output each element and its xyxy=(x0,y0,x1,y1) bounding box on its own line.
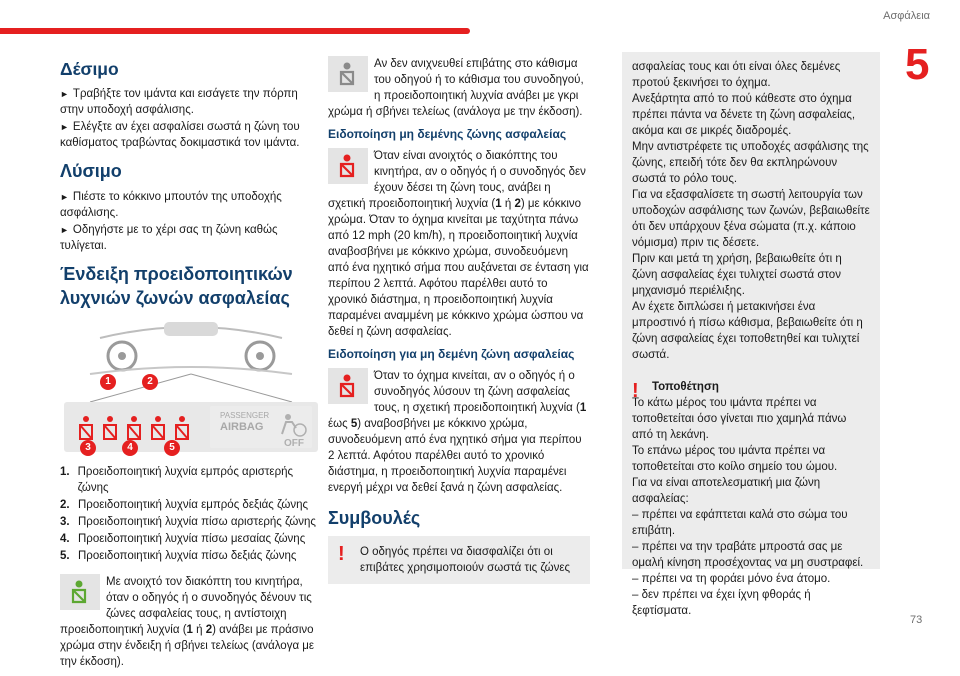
chapter-number: 5 xyxy=(905,40,930,89)
arrow-right-icon: ► xyxy=(60,225,69,235)
placement-title: Τοποθέτηση xyxy=(652,381,719,393)
advice-warning-text: Ο οδηγός πρέπει να διασφαλίζει ότι οι επιβάτες χρησιμοποιούν σωστά τις ζώνες xyxy=(360,546,571,574)
seatbelt-indicator-figure xyxy=(60,316,322,456)
advice-paragraph: Πριν και μετά τη χρήση, βεβαιωθείτε ότι η ζώνη ασφαλείας έχει τυλιχτεί σωστά στον μηχανισμό περιέλιξης. xyxy=(632,253,842,297)
exclamation-warning-icon: ! xyxy=(632,380,639,402)
passenger-label: PASSENGER xyxy=(220,411,270,420)
seatbelt-grey-icon xyxy=(328,56,368,92)
legend-item: 4. Προειδοποιητική λυχνία πίσω μεσαίας ζώνης xyxy=(60,533,306,545)
placement-dash-item: – δεν πρέπει να έχει ίχνη φθοράς ή ξεφτίσματα. xyxy=(632,589,811,617)
column-middle xyxy=(328,58,590,584)
unfasten-title: Λύσιμο xyxy=(60,161,122,181)
seatbelt-red-icon xyxy=(328,368,368,404)
advice-warning-box xyxy=(328,536,590,584)
callout-2: 2 xyxy=(142,374,158,390)
advice-paragraph: Αν έχετε διπλώσει ή μετακινήσει ένα μπροστινό ή πίσω κάθισμα, βεβαιωθείτε ότι η ζώνη ασφαλείας έχει τοποθετηθεί και τυλιχτεί σωστά. xyxy=(632,301,863,361)
unfasten-bullet: ► Οδηγήστε με το χέρι σας τη ζώνη καθώς τυλίγεται. xyxy=(60,224,278,252)
legend-item: 5. Προειδοποιητική λυχνία πίσω δεξιάς ζώνης xyxy=(60,550,297,562)
unfastened-text: Όταν είναι ανοιχτός ο διακόπτης του κινητήρα, αν ο οδηγός ή ο συνοδηγός δεν έχουν δέσει τη ζώνη τους, ανάβει η σχετική προειδοποιητική λυχνία (1 ή 2) με κόκκινο χρώμα. Όταν το όχημα κινείται με ταχύτητα πάνω από 12 mph (20 km/h), η προειδοποιητική λυχνία αναβοσβήνει με κόκκινο χρώμα, συνοδευόμενη από ένα ηχητικό σήμα που αυξάνεται σε ένταση για περίπου 2 λεπτά. Αφότου παρέλθει αυτό το χρονικό διάστημα, η προειδοποιητική λυχνία παραμένει αναμμένη με κόκκινο χρώμα ώσπου να δεθεί η ζώνη ασφαλείας. xyxy=(328,150,589,338)
unfastened-title: Ειδοποίηση μη δεμένης ζώνης ασφαλείας xyxy=(328,127,567,141)
numbered-legend xyxy=(60,464,322,564)
passenger-detection-text: Αν δεν ανιχνευθεί επιβάτης στο κάθισμα του οδηγού ή το κάθισμα του συνοδηγού, η προειδοποιητική λυχνία ανάβει με γκρι χρώμα ή σβήνει τελείως (ανάλογα με την έκδοση). xyxy=(328,58,584,118)
dashboard-illustration xyxy=(60,316,322,456)
running-header: Ασφάλεια xyxy=(883,10,930,22)
ignition-note-text: Με ανοιχτό τον διακόπτη του κινητήρα, όταν ο οδηγός ή ο συνοδηγός δένουν τις ζώνες ασφαλείας τους, η αντίστοιχη προειδοποιητική λυχνία (1 ή 2) ανάβει με πράσινο χρώμα στην ένδειξη ή σβήνει τελείως (ανάλογα με την έκδοση). xyxy=(60,576,315,668)
passenger-detection-note xyxy=(328,56,590,120)
placement-paragraph: Για να είναι αποτελεσματική μια ζώνη ασφαλείας: xyxy=(632,477,821,505)
placement-paragraph: Το επάνω μέρος του ιμάντα πρέπει να τοποθετείται στο κοίλο σημείο του ώμου. xyxy=(632,445,838,473)
fasten-title: Δέσιμο xyxy=(60,59,119,79)
ignition-note xyxy=(60,574,322,670)
airbag-label: AIRBAG xyxy=(220,421,264,433)
callout-4: 4 xyxy=(122,440,138,456)
placement-section xyxy=(632,379,870,402)
indicator-title: Ένδειξη προειδοποιητικών λυχνιών ζωνών ασφαλείας xyxy=(60,264,293,308)
page-number: 73 xyxy=(910,614,923,626)
advice-paragraph: Για να εξασφαλίσετε τη σωστή λειτουργία των υποδοχών ασφάλισης των ζωνών, βεβαιωθείτε ότι δεν υπάρχουν ξένα σώματα (π.χ. κάποιο νόμισμα) πριν τις δέσετε. xyxy=(632,189,870,249)
unfasten-bullet: ► Πιέστε το κόκκινο μπουτόν της υποδοχής ασφάλισης. xyxy=(60,191,282,219)
fasten-bullet: ► Ελέγξτε αν έχει ασφαλίσει σωστά η ζώνη του καθίσματος τραβώντας δοκιμαστικά τον ιμάντα. xyxy=(60,121,300,149)
legend-item: 3. Προειδοποιητική λυχνία πίσω αριστερής ζώνης xyxy=(60,516,316,528)
callout-3: 3 xyxy=(80,440,96,456)
unfastened-moving-title: Ειδοποίηση για μη δεμένη ζώνη ασφαλείας xyxy=(328,347,575,361)
fasten-bullet: ► Τραβήξτε τον ιμάντα και εισάγετε την πόρπη στην υποδοχή ασφάλισης. xyxy=(60,88,298,116)
arrow-right-icon: ► xyxy=(60,89,69,99)
off-label: OFF xyxy=(284,438,304,449)
arrow-right-icon: ► xyxy=(60,192,69,202)
advice-paragraph: ασφαλείας τους και ότι είναι όλες δεμένες προτού ξεκινήσει το όχημα. xyxy=(632,61,841,89)
advice-paragraph: Μην αντιστρέφετε τις υποδοχές ασφάλισης της ζώνης, επειδή τότε δεν θα εκπληρώνουν σωστά το ρόλο τους. xyxy=(632,141,869,185)
accent-bar xyxy=(0,28,470,34)
seatbelt-red-icon xyxy=(328,148,368,184)
placement-dash-item: – πρέπει να την τραβάτε μπροστά σας με ομαλή κίνηση προσέχοντας να μη συστραφεί. xyxy=(632,541,864,569)
arrow-right-icon: ► xyxy=(60,122,69,132)
advice-paragraph: Ανεξάρτητα από το πού κάθεστε στο όχημα πρέπει πάντα να δένετε τη ζώνη ασφαλείας, ακόμα και σε μικρές διαδρομές. xyxy=(632,93,856,137)
placement-dash-item: – πρέπει να εφάπτεται καλά στο σώμα του επιβάτη. xyxy=(632,509,848,537)
unfastened-note xyxy=(328,148,590,340)
exclamation-warning-icon: ! xyxy=(338,543,345,565)
placement-dash-item: – πρέπει να τη φοράει μόνο ένα άτομο. xyxy=(632,573,831,585)
placement-paragraph: Το κάτω μέρος του ιμάντα πρέπει να τοποθετείται όσο γίνεται πιο χαμηλά πάνω από τη λεκάνη. xyxy=(632,397,847,441)
column-left xyxy=(60,58,322,676)
column-right-advice-box xyxy=(622,52,880,617)
unfastened-moving-text: Όταν το όχημα κινείται, αν ο οδηγός ή ο συνοδηγός λύσουν τη ζώνη ασφαλείας τους, η σχετική προειδοποιητική λυχνία (1 έως 5) αναβοσβήνει με κόκκινο χρώμα, συνοδευόμενη από ένα ηχητικό σήμα για περίπου 2 λεπτά. Αφότου παρέλθει αυτό το χρονικό διάστημα, η προειδοποιητική λυχνία παραμένει ενεργή μέχρι να δεθεί ξανά η ζώνη ασφαλείας. xyxy=(328,370,587,494)
advice-title: Συμβουλές xyxy=(328,508,421,528)
legend-item: 1. Προειδοποιητική λυχνία εμπρός αριστερής ζώνης xyxy=(60,466,294,494)
seatbelt-green-icon xyxy=(60,574,100,610)
legend-item: 2. Προειδοποιητική λυχνία εμπρός δεξιάς ζώνης xyxy=(60,499,309,511)
unfastened-moving-note xyxy=(328,368,590,496)
callout-1: 1 xyxy=(100,374,116,390)
callout-5: 5 xyxy=(164,440,180,456)
